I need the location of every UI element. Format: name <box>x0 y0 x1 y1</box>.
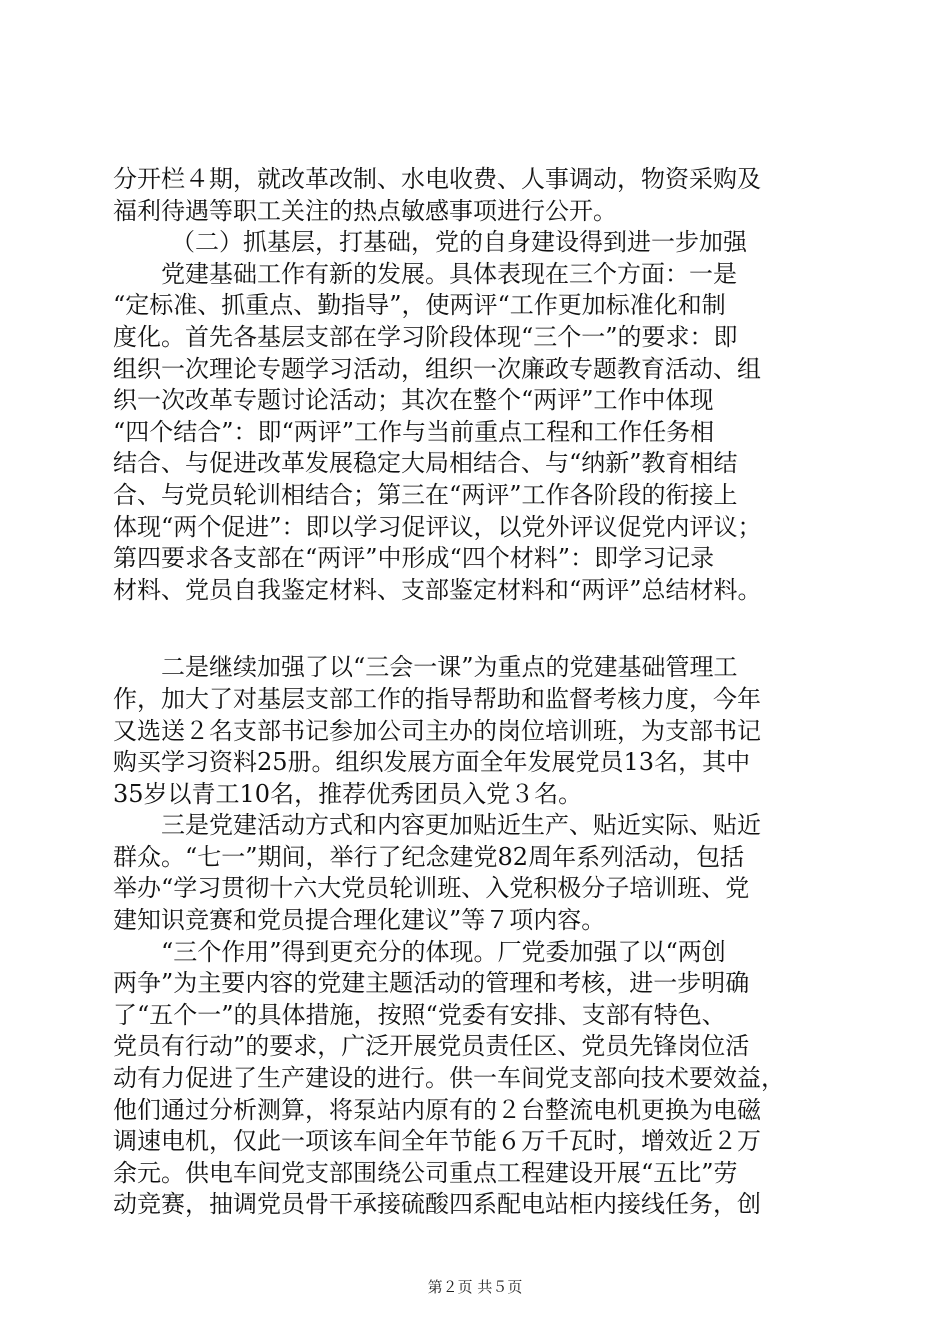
text-line: 体现“两个促进”：即以学习促评议，以党外评议促党内评议； <box>113 512 762 541</box>
text-line: 35岁以青工10名，推荐优秀团员入党３名。 <box>113 779 583 808</box>
text-line: 他们通过分析测算，将泵站内原有的２台整流电机更换为电磁 <box>113 1095 761 1124</box>
text-line: 福利待遇等职工关注的热点敏感事项进行公开。 <box>113 196 617 225</box>
text-line: 度化。首先各基层支部在学习阶段体现“三个一”的要求：即 <box>113 322 738 351</box>
text-line: 结合、与促进改革发展稳定大局相结合、与“纳新”教育相结 <box>113 449 738 478</box>
text-line: 组织一次理论专题学习活动，组织一次廉政专题教育活动、组 <box>113 354 761 383</box>
paragraph-gap <box>113 606 853 652</box>
text-line: 调速电机，仅此一项该车间全年节能６万千瓦时，增效近２万 <box>113 1127 761 1156</box>
text-line: 分开栏４期，就改革改制、水电收费、人事调动，物资采购及 <box>113 165 761 193</box>
paragraph-start-line: 三是党建活动方式和内容更加贴近生产、贴近实际、贴近 <box>161 811 761 840</box>
text-line: 合、与党员轮训相结合；第三在“两评”工作各阶段的衔接上 <box>113 480 738 509</box>
text-line: 第四要求各支部在“两评”中形成“四个材料”：即学习记录 <box>113 544 715 573</box>
document-body <box>113 164 853 1221</box>
text-line: 党员有行动”的要求，广泛开展党员责任区、党员先锋岗位活 <box>113 1032 750 1061</box>
paragraph-start-line: “三个作用”得到更充分的体现。厂党委加强了以“两创 <box>161 937 726 966</box>
text-line: 织一次改革专题讨论活动；其次在整个“两评”工作中体现 <box>113 386 714 415</box>
text-line: 动有力促进了生产建设的进行。供一车间党支部向技术要效益， <box>113 1064 785 1093</box>
paragraph-start-line: 二是继续加强了以“三会一课”为重点的党建基础管理工 <box>161 653 738 682</box>
text-line: 又选送２名支部书记参加公司主办的岗位培训班，为支部书记 <box>113 716 761 745</box>
text-line: 了“五个一”的具体措施，按照“党委有安排、支部有特色、 <box>113 1000 726 1029</box>
text-line: 举办“学习贯彻十六大党员轮训班、入党积极分子培训班、党 <box>113 874 750 903</box>
text-line: 作，加大了对基层支部工作的指导帮助和监督考核力度，今年 <box>113 684 761 713</box>
section-heading: （二）抓基层，打基础，党的自身建设得到进一步加强 <box>171 228 747 257</box>
text-line: 材料、党员自我鉴定材料、支部鉴定材料和“两评”总结材料。 <box>113 575 762 604</box>
paragraph-start-line: 党建基础工作有新的发展。具体表现在三个方面：一是 <box>161 259 737 288</box>
text-line: 购买学习资料25册。组织发展方面全年发展党员13名，其中 <box>113 748 751 777</box>
text-line: 两争”为主要内容的党建主题活动的管理和考核，进一步明确 <box>113 969 750 998</box>
text-line: 群众。“七一”期间，举行了纪念建党82周年系列活动，包括 <box>113 842 745 871</box>
text-line: “四个结合”：即“两评”工作与当前重点工程和工作任务相 <box>113 417 715 446</box>
text-line: 动竞赛，抽调党员骨干承接硫酸四系配电站柜内接线任务，创 <box>113 1190 761 1219</box>
page-number-footer: 第２页 共５页 <box>427 1278 523 1296</box>
text-line: “定标准、抓重点、勤指导”，使两评“工作更加标准化和制 <box>113 291 726 320</box>
text-line: 建知识竞赛和党员提合理化建议”等７项内容。 <box>113 906 606 935</box>
text-line: 余元。供电车间党支部围绕公司重点工程建设开展“五比”劳 <box>113 1158 738 1187</box>
